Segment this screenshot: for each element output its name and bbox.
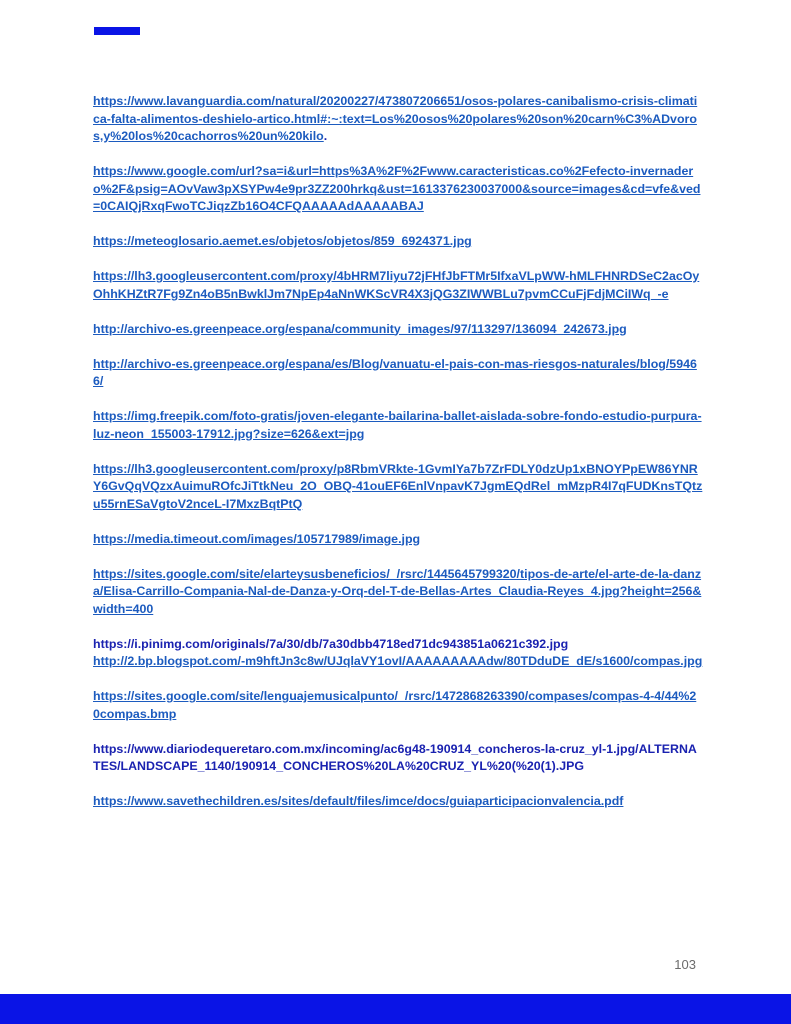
reference-item-11	[93, 636, 703, 654]
reference-link-7[interactable]: https://img.freepik.com/foto-gratis/joven-elegante-bailarina-ballet-aislada-sobre-fondo-estudio-purpura-luz-neon_155003-17912.jpg?size=626&ext=jpg	[93, 409, 702, 441]
reference-link-15[interactable]: https://www.savethechildren.es/sites/default/files/imce/docs/guiaparticipacionvalencia.pdf	[93, 794, 624, 808]
reference-item-5	[93, 321, 703, 339]
reference-item-7	[93, 408, 703, 443]
reference-item-12	[93, 653, 703, 671]
reference-item-1	[93, 93, 703, 146]
reference-link-11: https://i.pinimg.com/originals/7a/30/db/7a30dbb4718ed71dc943851a0621c392.jpg	[93, 636, 569, 651]
reference-link-14: https://www.diariodequeretaro.com.mx/incoming/ac6g48-190914_concheros-la-cruz_yl-1.jpg/ALTERNATES/LANDSCAPE_1140/190914_CONCHEROS%20LA%20CRUZ_YL%20(%20(1).JPG	[93, 741, 697, 773]
header-accent-bar	[94, 27, 140, 35]
reference-item-6	[93, 356, 703, 391]
reference-link-3[interactable]: https://meteoglosario.aemet.es/objetos/objetos/859_6924371.jpg	[93, 234, 472, 248]
reference-tail-1: .	[323, 129, 328, 143]
reference-link-6[interactable]: http://archivo-es.greenpeace.org/espana/es/Blog/vanuatu-el-pais-con-mas-riesgos-naturales/blog/59466/	[93, 356, 697, 388]
reference-item-4	[93, 268, 703, 303]
reference-item-15	[93, 793, 703, 811]
footer-accent-bar	[0, 994, 791, 1024]
reference-item-14	[93, 741, 703, 776]
reference-item-13	[93, 688, 703, 723]
reference-item-3	[93, 233, 703, 251]
reference-item-8	[93, 461, 703, 514]
reference-link-4[interactable]: https://lh3.googleusercontent.com/proxy/4bHRM7liyu72jFHfJbFTMr5IfxaVLpWW-hMLFHNRDSeC2acOyOhhKHZtR7Fg9Zn4oB5nBwklJm7NpEp4aNnWKScVR4X3jQG3ZIWWBLu7pvmCCuFjFdjMCiIWq_-e	[93, 269, 700, 301]
reference-link-5[interactable]: http://archivo-es.greenpeace.org/espana/community_images/97/113297/136094_242673.jpg	[93, 321, 627, 336]
page-number: 103	[674, 957, 696, 972]
reference-link-10[interactable]: https://sites.google.com/site/elarteysusbeneficios/_/rsrc/1445645799320/tipos-de-arte/el-arte-de-la-danza/Elisa-Carrillo-Compania-Nal-de-Danza-y-Orq-del-T-de-Bellas-Artes_Claudia-Reyes_4.jpg?height=256&width=400	[93, 566, 702, 616]
reference-item-10	[93, 566, 703, 619]
reference-link-9[interactable]: https://media.timeout.com/images/105717989/image.jpg	[93, 531, 421, 546]
reference-link-13[interactable]: https://sites.google.com/site/lenguajemusicalpunto/_/rsrc/1472868263390/compases/compas-4-4/44%20compas.bmp	[93, 689, 697, 721]
reference-item-2	[93, 163, 703, 216]
reference-link-8[interactable]: https://lh3.googleusercontent.com/proxy/p8RbmVRkte-1GvmIYa7b7ZrFDLY0dzUp1xBNOYPpEW86YNRY6GvQqVQzxAuimuROfcJiTtkNeu_2O_OBQ-41ouEF6EnlVnpavK7JgmEQdRel_mMzpR4I7qFUDKnsTQtzu55rnESaVgtoV2nceL-I7MxzBqtPtQ	[93, 461, 703, 511]
reference-list	[93, 93, 703, 828]
reference-link-1[interactable]: https://www.lavanguardia.com/natural/20200227/473807206651/osos-polares-canibalismo-crisis-climatica-falta-alimentos-deshielo-artico.html#:~:text=Los%20osos%20polares%20son%20carn%C3%ADvoros,y%20los%20cachorros%20un%20kilo	[93, 94, 698, 143]
reference-item-9	[93, 531, 703, 549]
reference-link-12[interactable]: http://2.bp.blogspot.com/-m9hftJn3c8w/UJqlaVY1ovI/AAAAAAAAAdw/80TDduDE_dE/s1600/compas.jpg	[93, 654, 703, 668]
reference-link-2[interactable]: https://www.google.com/url?sa=i&url=https%3A%2F%2Fwww.caracteristicas.co%2Fefecto-invernadero%2F&psig=AOvVaw3pXSYPw4e9pr3ZZ200hrkq&ust=1613376230037000&source=images&cd=vfe&ved=0CAIQjRxqFwoTCJiqzZb16O4CFQAAAAAdAAAAABAJ	[93, 164, 701, 213]
